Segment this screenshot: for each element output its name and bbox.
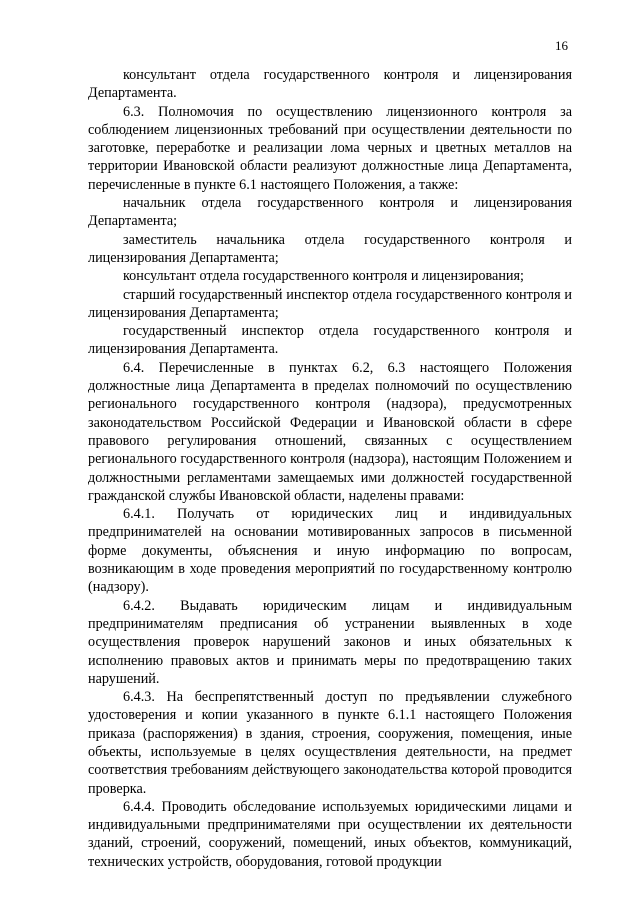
paragraph: 6.3. Полномочия по осуществлению лицензионного контроля за соблюдением лицензионных требований при осуществлении деятельности по заготовке, переработке и реализации лома черных и цветных металлов на территории Ивановской области реализуют должностные лица Департамента, перечисленные в пункте 6.1 настоящего Положения, а также: bbox=[88, 103, 572, 193]
paragraph: государственный инспектор отдела государственного контроля и лицензирования Департамента. bbox=[88, 323, 572, 358]
paragraph: 6.4.4. Проводить обследование используемых юридическими лицами и индивидуальными предпринимателями при осуществлении их деятельности зданий, строений, сооружений, помещений, иных объектов, коммуникаций, технических устройств, оборудования, готовой продукции bbox=[88, 798, 572, 870]
paragraph: 6.4.1. Получать от юридических лиц и индивидуальных предпринимателей на основании мотивированных запросов в письменной форме документы, объяснения и иную информацию по вопросам, возникающим в ходе проведения мероприятий по государственному контролю (надзору). bbox=[88, 506, 572, 596]
document-body bbox=[88, 66, 572, 871]
paragraph: заместитель начальника отдела государственного контроля и лицензирования Департамента; bbox=[88, 231, 572, 266]
page-number: 16 bbox=[555, 38, 568, 53]
paragraph: консультант отдела государственного контроля и лицензирования Департамента. bbox=[88, 67, 572, 102]
paragraph: 6.4. Перечисленные в пунктах 6.2, 6.3 настоящего Положения должностные лица Департамента в пределах полномочий по осуществлению регионального государственного контроля (надзора), предусмотренных законодательством Российской Федерации и Ивановской области в сфере правового регулирования отношений, связанных с осуществлением регионального государственного контроля (надзора), настоящим Положением и должностными регламентами замещаемых ими должностей государственной гражданской службы Ивановской области, наделены правами: bbox=[88, 359, 572, 504]
paragraph: консультант отдела государственного контроля и лицензирования; bbox=[123, 268, 524, 285]
paragraph: начальник отдела государственного контроля и лицензирования Департамента; bbox=[88, 195, 572, 230]
paragraph: 6.4.2. Выдавать юридическим лицам и индивидуальным предпринимателям предписания об устранении выявленных в ходе осуществления проверок нарушений законов и иных обязательных к исполнению правовых актов и принимать меры по предотвращению таких нарушений. bbox=[88, 597, 572, 687]
paragraph: 6.4.3. На беспрепятственный доступ по предъявлении служебного удостоверения и копии указанного в пункте 6.1.1 настоящего Положения приказа (распоряжения) в здания, строения, сооружения, помещения, иные объекты, используемые в целях осуществления деятельности, на предмет соответствия требованиям действующего законодательства которой проводится проверка. bbox=[88, 689, 572, 797]
paragraph: старший государственный инспектор отдела государственного контроля и лицензирования Департамента; bbox=[88, 286, 572, 321]
